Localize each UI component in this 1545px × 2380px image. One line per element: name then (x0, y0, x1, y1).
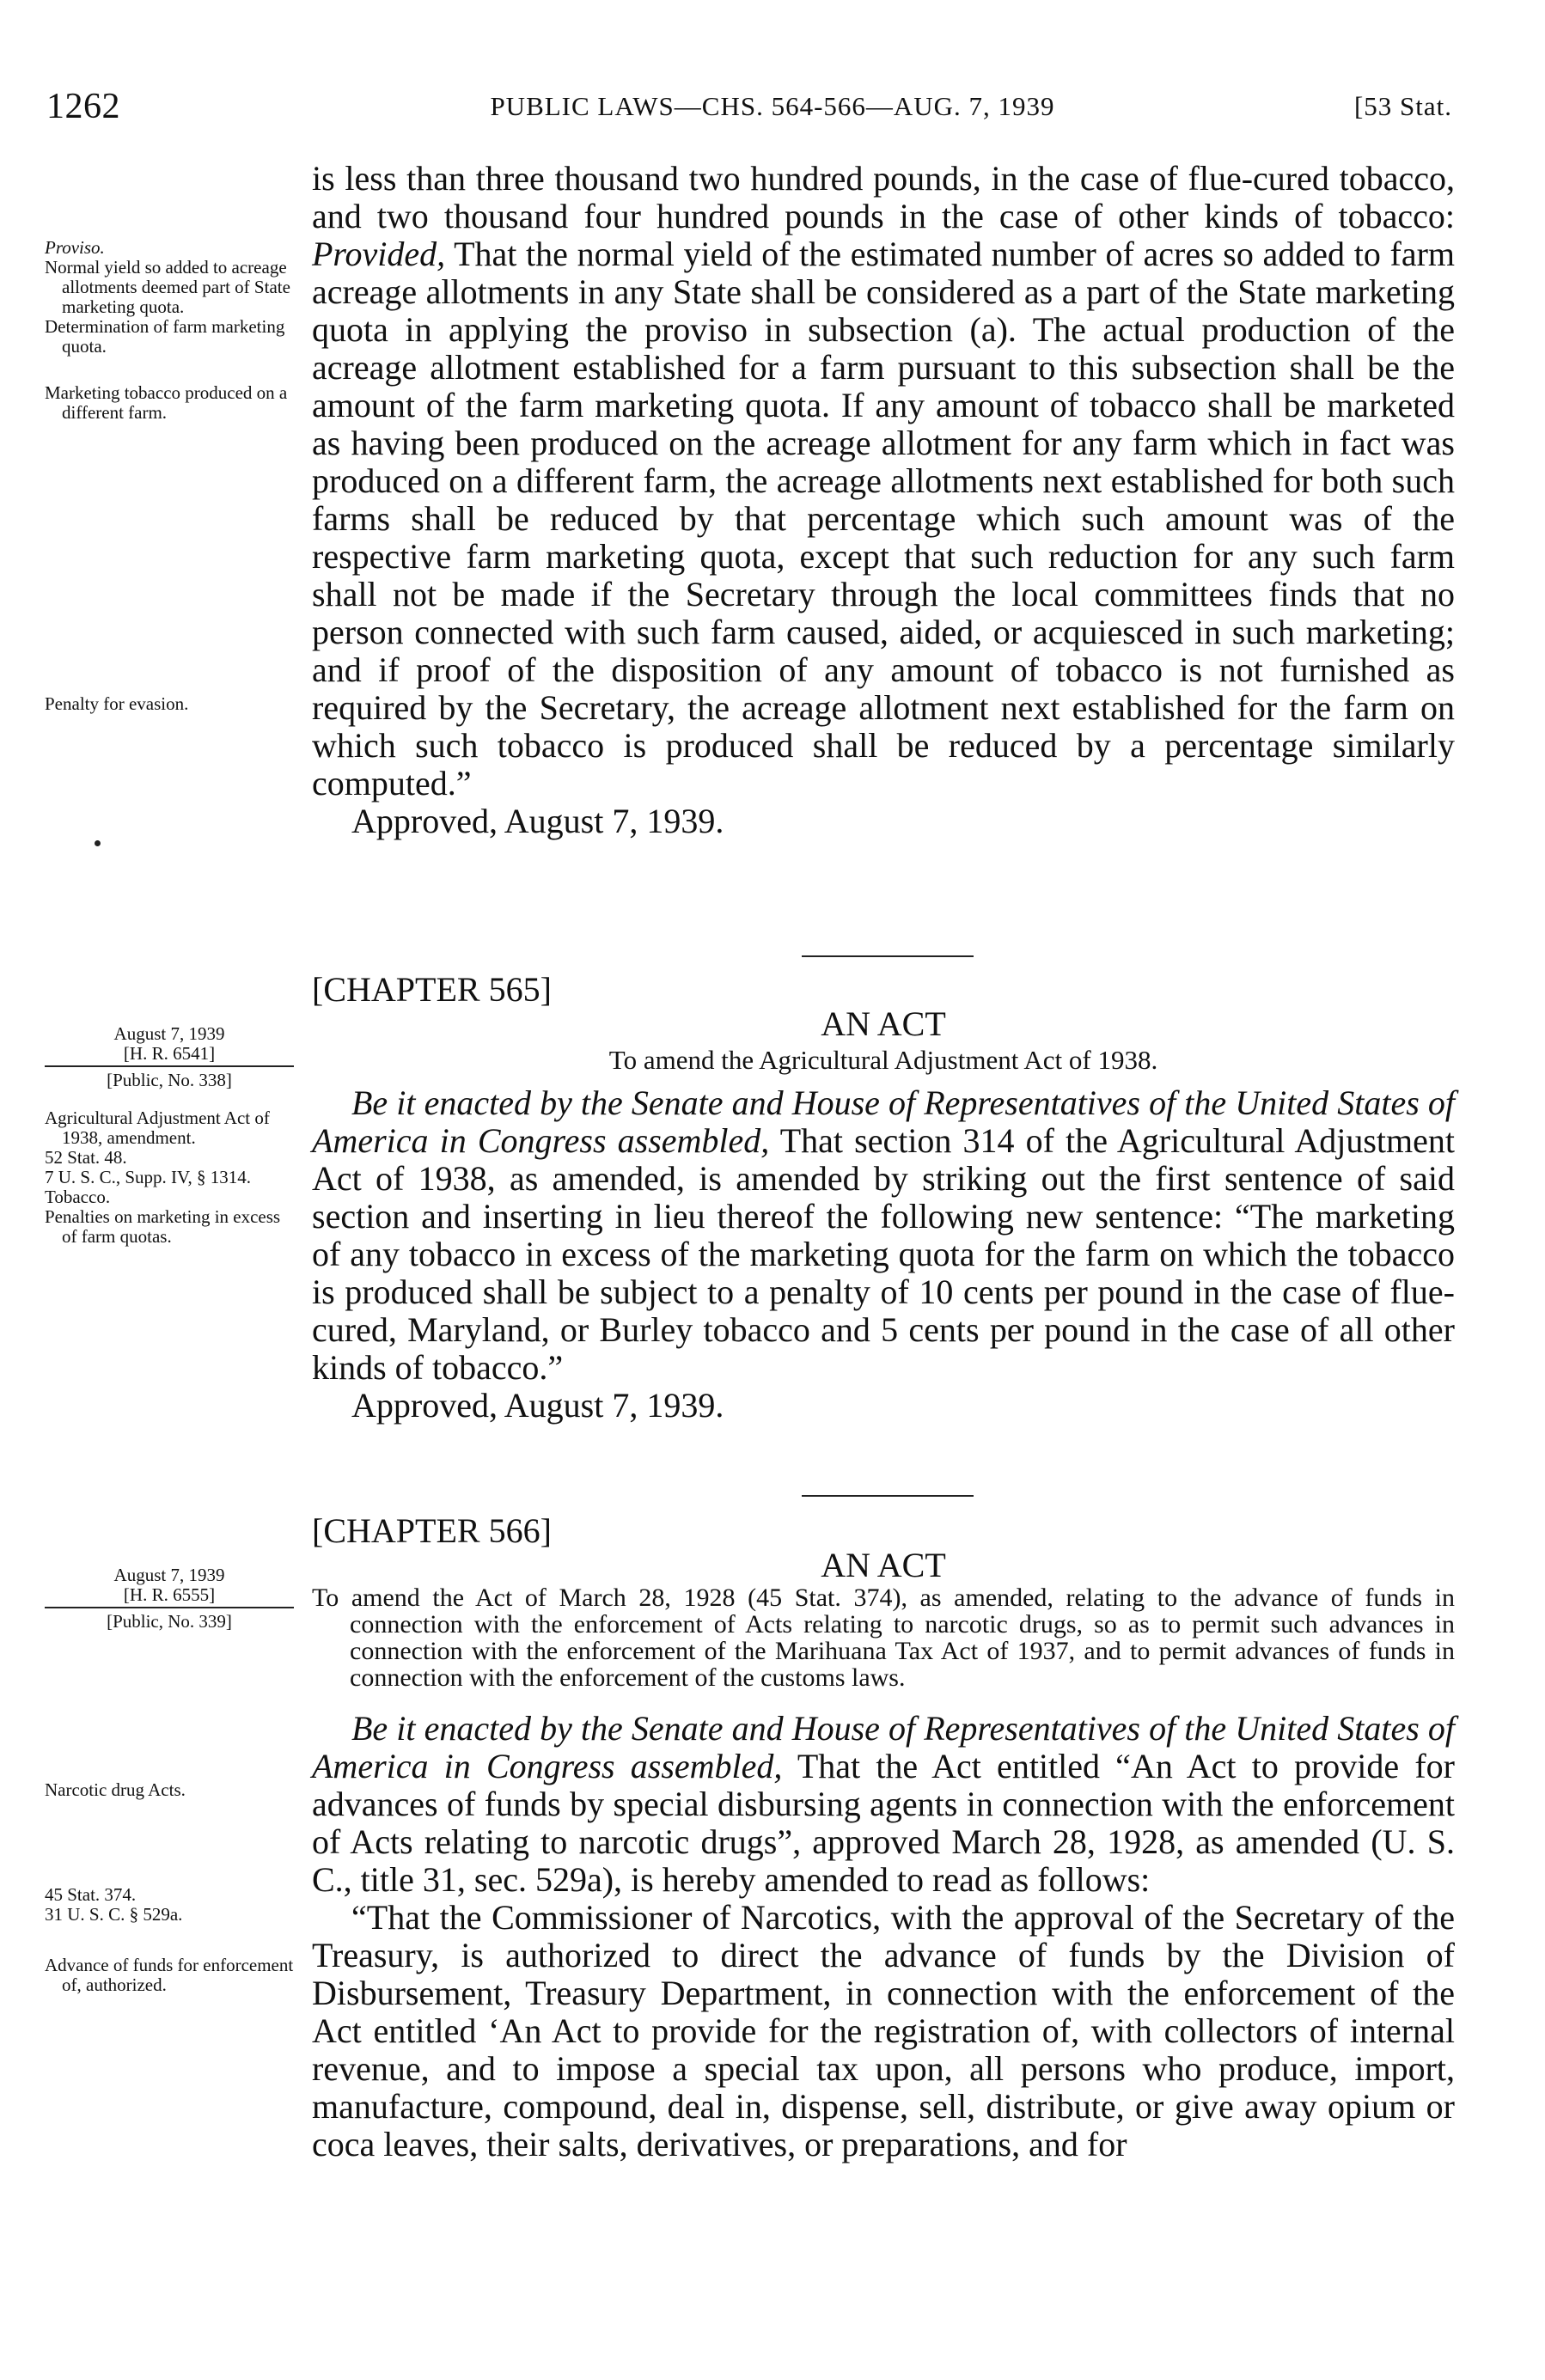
continuation-block (312, 160, 1455, 840)
chapter-566 (312, 1512, 1455, 2163)
chapter-heading: [CHAPTER 566] (312, 1511, 552, 1550)
chapter-heading: [CHAPTER 565] (312, 970, 552, 1009)
margin-note-narcotic-acts: Narcotic drug Acts. (45, 1779, 186, 1800)
act-heading: AN ACT (821, 1004, 946, 1043)
quoted-amendment: “That the Commissioner of Narcotics, with the approval of the Secretary of the Treasury, is authorized to direct the advance of funds by the Division of Disbursement, Treasury Department, in connection with the enforcement of the Act entitled ‘An Act to provide for the registration of, with collectors of internal revenue, and to impose a special tax upon, all persons who produce, import, manufacture, compound, deal in, dispense, sell, distribute, or give away opium or coca leaves, their salts, derivatives, or preparations, and for (312, 1898, 1455, 2163)
act-title: To amend the Act of March 28, 1928 (45 Stat. 374), as amended, relating to the advance of funds in connection with the enforcement of Acts relating to narcotic drugs, so as to permit such advances in connection with the enforcement of the Marihuana Tax Act of 1937, and to permit advances of funds in connection with the enforcement of the customs laws. (312, 1584, 1455, 1692)
margin-note-advance-funds: Advance of funds for enforcement of, authorized. (45, 1955, 294, 1995)
margin-note-citations: 45 Stat. 374. 31 U. S. C. § 529a. (45, 1884, 183, 1925)
margin-note-different-farm: Marketing tobacco produced on a different farm. (45, 382, 288, 423)
margin-note-penalty-evasion: Penalty for evasion. (45, 693, 189, 714)
chapter-565 (312, 971, 1455, 1425)
approval-line: Approved, August 7, 1939. (351, 1386, 724, 1425)
running-head-stat: [53 Stat. (1353, 91, 1452, 121)
margin-note-ch565-topics: Agricultural Adjustment Act of 1938, amendment. 52 Stat. 48. 7 U. S. C., Supp. IV, § 1314. Tobacco. Penalties on marketing in excess of farm quotas. (45, 1108, 281, 1247)
section-divider (802, 955, 974, 957)
page-number: 1262 (46, 87, 120, 126)
enacting-clause: Be it enacted by the Senate and House of Representatives of the United States of America in Congress assembled, (312, 1083, 1455, 1160)
margin-note-ch565-citation: August 7, 1939 [H. R. 6541] [Public, No. 338] (45, 1024, 294, 1090)
act-body: Be it enacted by the Senate and House of Representatives of the United States of America in Congress assembled, That section 314 of the Agricultural Adjustment Act of 1938, as amended, is amended by striking out the first sentence of said section and inserting in lieu thereof the following new sentence: “The marketing of any tobacco in excess of the marketing quota for the farm on which the tobacco is produced shall be subject to a penalty of 10 cents per pound in the case of flue-cured, Maryland, or Burley tobacco and 5 cents per pound in the case of all other kinds of tobacco.” (312, 1083, 1455, 1387)
continuation-paragraph: is less than three thousand two hundred pounds, in the case of flue-cured tobacco, and two thousand four hundred pounds in the case of other kinds of tobacco: Provided, That the normal yield of the estimated number of acres so added to farm acreage allotments in any State shall be considered as a part of the State marketing quota in applying the proviso in subsection (a). The actual production of the acreage allotment established for a farm pursuant to this subsection shall be the amount of the farm marketing quota. If any amount of tobacco shall be marketed as having been produced on the acreage allotment for any farm which in fact was produced on a different farm, the acreage allotments next established for both such farms shall be reduced by that percentage which such amount was of the respective farm marketing quota, except that such reduction for any such farm shall not be made if the Secretary through the local committees finds that no person connected with such farm caused, aided, or acquiesced in such marketing; and if proof of the disposition of any amount of tobacco is not furnished as required by the Secretary, the acreage allotment next established for the farm on which such tobacco is produced shall be reduced by a percentage similarly computed.” (312, 159, 1455, 802)
running-head-title: PUBLIC LAWS—CHS. 564-566—AUG. 7, 1939 (490, 91, 1055, 121)
margin-note-ch566-citation: August 7, 1939 [H. R. 6555] [Public, No. 339] (45, 1565, 294, 1632)
act-title: To amend the Agricultural Adjustment Act of 1938. (608, 1045, 1158, 1075)
act-heading: AN ACT (821, 1546, 946, 1584)
enacting-clause: Be it enacted by the Senate and House of Representatives of the United States of America in Congress assembled, (312, 1709, 1455, 1785)
approval-line: Approved, August 7, 1939. (351, 802, 724, 840)
section-divider (802, 1495, 974, 1497)
act-body: Be it enacted by the Senate and House of Representatives of the United States of America in Congress assembled, That the Act entitled “An Act to provide for advances of funds by special disbursing agents in connection with the enforcement of Acts relating to narcotic drugs”, approved March 28, 1928, as amended (U. S. C., title 31, sec. 529a), is hereby amended to read as follows: (312, 1709, 1455, 1899)
stray-mark (95, 840, 101, 846)
margin-note-proviso: Proviso. Normal yield so added to acreage allotments deemed part of State marketing quota. Determination of farm marketing quota. (45, 237, 290, 357)
